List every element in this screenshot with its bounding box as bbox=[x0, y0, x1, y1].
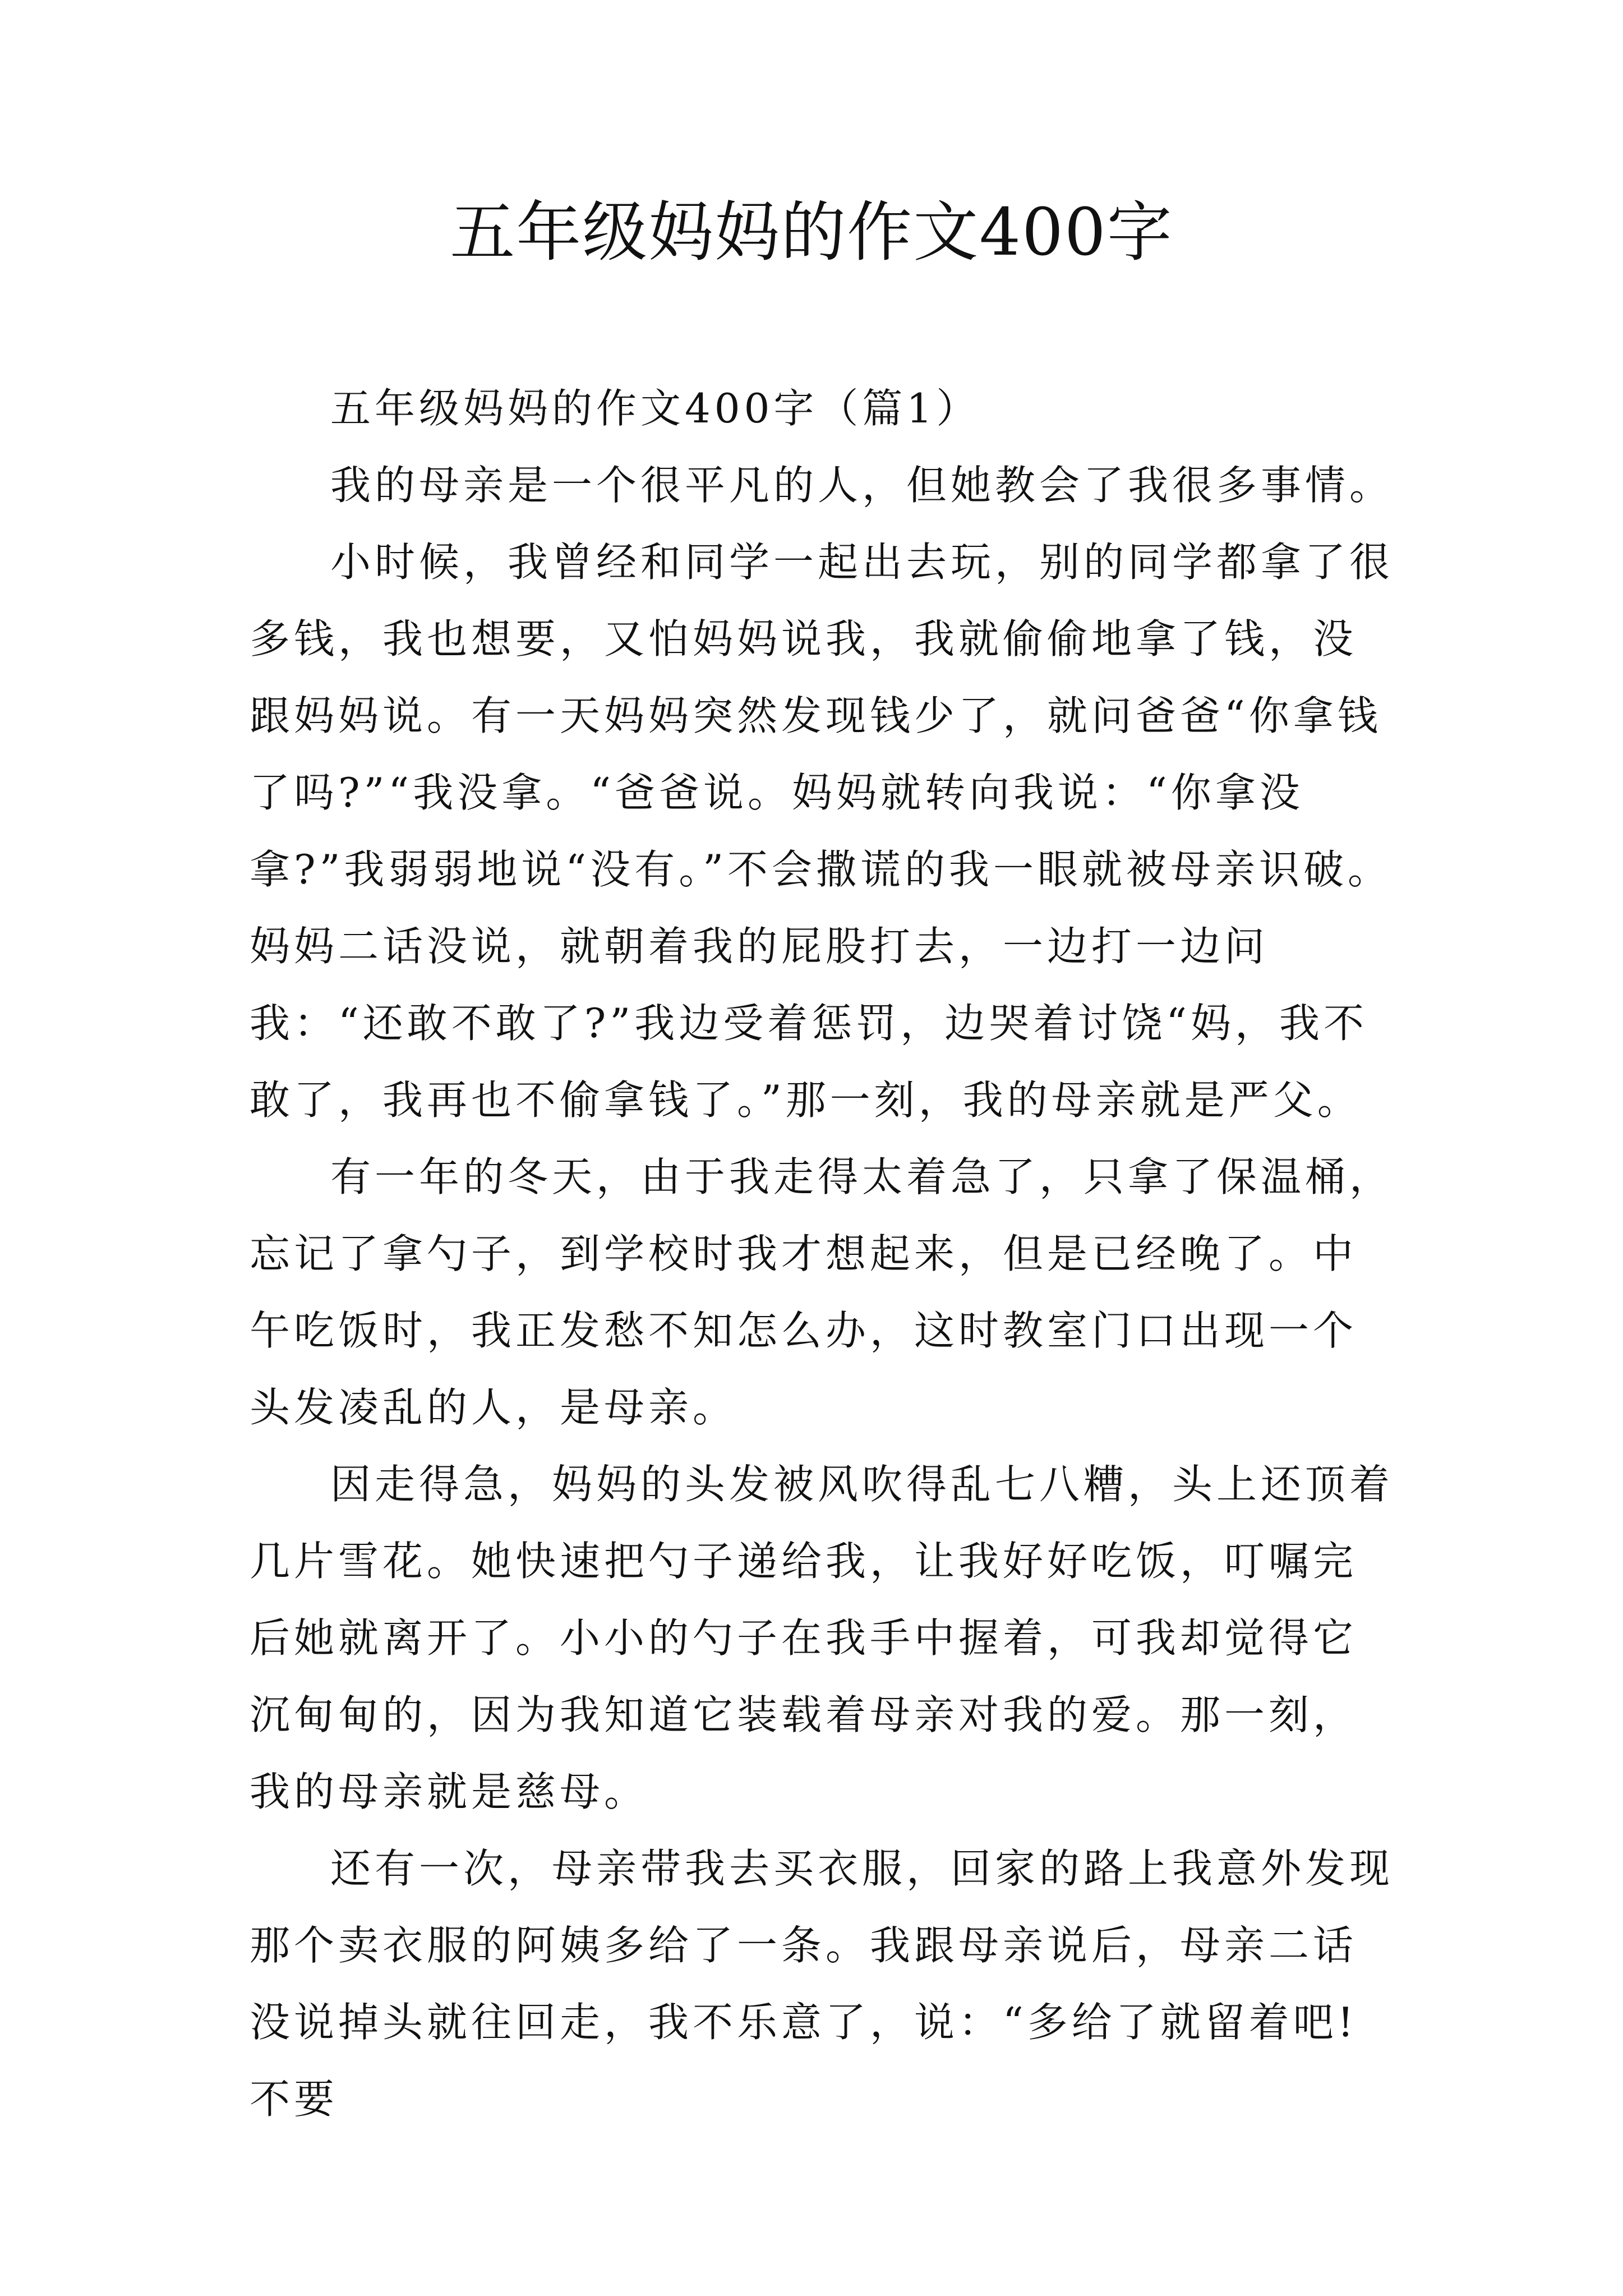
paragraph-heading: 五年级妈妈的作文400字（篇1） bbox=[330, 385, 981, 432]
paragraph: 因走得急，妈妈的头发被风吹得乱七八糟，头上还顶着几片雪花。她快速把勺子递给我，让我好好吃饭，叮嘱完后她就离开了。小小的勺子在我手中握着，可我却觉得它沉甸甸的，因为我知道它装载着母亲对我的爱。那一刻，我的母亲就是慈母。 bbox=[250, 1461, 1394, 1815]
paragraph: 我的母亲是一个很平凡的人，但她教会了我很多事情。 bbox=[330, 462, 1394, 509]
paragraph: 小时候，我曾经和同学一起出去玩，别的同学都拿了很多钱，我也想要，又怕妈妈说我，我就偷偷地拿了钱，没跟妈妈说。有一天妈妈突然发现钱少了，就问爸爸“你拿钱了吗?”“我没拿。“爸爸说。妈妈就转向我说：“你拿没拿?”我弱弱地说“没有。”不会撒谎的我一眼就被母亲识破。妈妈二话没说，就朝着我的屁股打去，一边打一边问我：“还敢不敢了?”我边受着惩罚，边哭着讨饶“妈，我不敢了，我再也不偷拿钱了。”那一刻，我的母亲就是严父。 bbox=[250, 539, 1394, 1124]
document-body bbox=[250, 370, 1399, 2138]
paragraph: 有一年的冬天，由于我走得太着急了，只拿了保温桶，忘记了拿勺子，到学校时我才想起来，但是已经晚了。中午吃饭时，我正发愁不知怎么办，这时教室门口出现一个头发凌乱的人，是母亲。 bbox=[250, 1153, 1394, 1431]
document-title: 五年级妈妈的作文400字 bbox=[450, 195, 1173, 270]
paragraph: 还有一次，母亲带我去买衣服，回家的路上我意外发现那个卖衣服的阿姨多给了一条。我跟母亲说后，母亲二话没说掉头就往回走，我不乐意了，说：“多给了就留着吧!不要 bbox=[250, 1845, 1394, 2123]
